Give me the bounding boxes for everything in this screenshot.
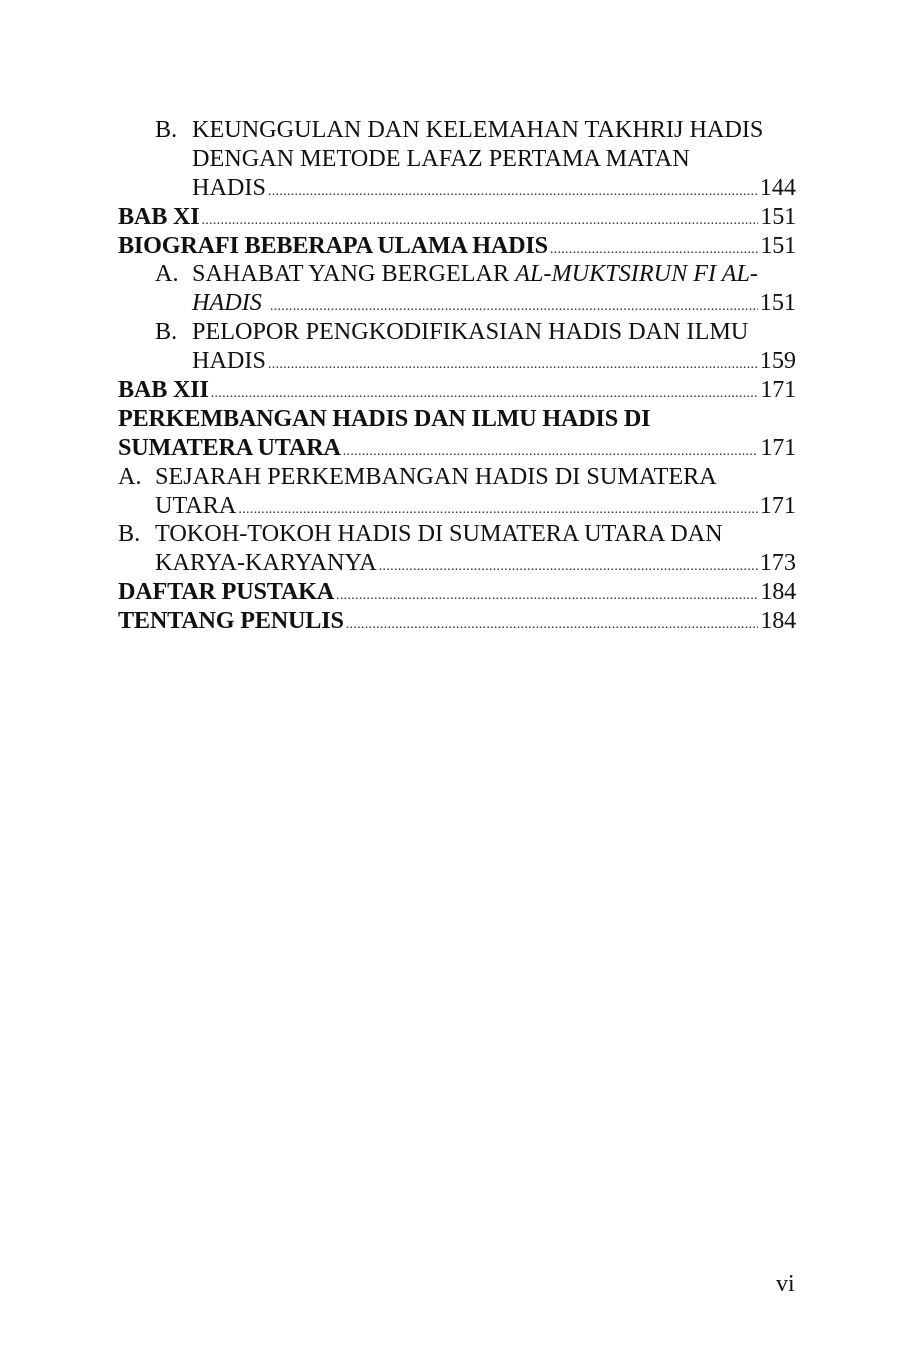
page-number: 171 [759, 491, 796, 519]
entry-text: HADIS [192, 173, 266, 201]
toc-chapter[interactable] [118, 376, 796, 405]
toc-entry-line [118, 116, 796, 145]
page-number: 151 [760, 202, 796, 230]
toc-entry-line[interactable] [118, 289, 796, 318]
chapter-title: BAB XI [118, 202, 200, 230]
entry-label: A. [155, 260, 179, 288]
toc-entry-line [118, 145, 796, 174]
entry-text [192, 260, 758, 289]
chapter-title: PERKEMBANGAN HADIS DAN ILMU HADIS DI [118, 404, 651, 432]
entry-label: B. [155, 318, 178, 346]
toc-entry-line[interactable] [118, 549, 796, 578]
entry-text: PELOPOR PENGKODIFIKASIAN HADIS DAN ILMU [192, 318, 749, 346]
chapter-title: BAB XII [118, 376, 209, 404]
entry-text [192, 289, 268, 318]
toc-entry-line[interactable] [118, 174, 796, 203]
toc-chapter[interactable] [118, 232, 796, 261]
chapter-title: SUMATERA UTARA [118, 433, 341, 461]
toc-entry-line [118, 260, 796, 289]
page-number: 171 [760, 433, 796, 461]
page-number: 151 [760, 231, 796, 259]
entry-text: HADIS [192, 347, 266, 375]
page-number: 151 [759, 289, 796, 317]
page-number: 144 [759, 173, 796, 201]
entry-text: TOKOH-TOKOH HADIS DI SUMATERA UTARA DAN [155, 520, 723, 548]
entry-text: SEJARAH PERKEMBANGAN HADIS DI SUMATERA [155, 462, 717, 490]
entry-text-plain: SAHABAT YANG BERGELAR [192, 260, 516, 288]
toc-entry-line[interactable] [118, 492, 796, 521]
toc-chapter[interactable] [118, 434, 796, 463]
toc-chapter[interactable] [118, 578, 796, 607]
page-number: 159 [759, 347, 796, 375]
page-number: 173 [759, 549, 796, 577]
toc-entry-line [118, 520, 796, 549]
page-number: 184 [760, 607, 796, 635]
page-number: 171 [760, 376, 796, 404]
toc-chapter[interactable] [118, 607, 796, 636]
dot-leader [346, 607, 759, 640]
chapter-title: DAFTAR PUSTAKA [118, 578, 335, 606]
entry-text-italic: AL-MUKTSIRUN FI AL- [515, 260, 758, 288]
entry-label: B. [118, 520, 141, 548]
entry-label: B. [155, 116, 178, 143]
entry-text: UTARA [155, 491, 237, 519]
page-number: 184 [760, 578, 796, 606]
toc-entry-line [118, 318, 796, 347]
page-folio: vi [776, 1271, 795, 1297]
entry-text-italic: HADIS [192, 289, 262, 317]
entry-text: KEUNGGULAN DAN KELEMAHAN TAKHRIJ HADIS [192, 116, 764, 143]
toc-chapter[interactable] [118, 203, 796, 232]
toc-entry-line[interactable] [118, 347, 796, 376]
toc-entry-line [118, 463, 796, 492]
chapter-title: TENTANG PENULIS [118, 607, 344, 635]
table-of-contents [118, 116, 796, 636]
chapter-title: BIOGRAFI BEBERAPA ULAMA HADIS [118, 231, 548, 259]
entry-label: A. [118, 462, 142, 490]
entry-text: KARYA-KARYANYA [155, 549, 377, 577]
entry-text: DENGAN METODE LAFAZ PERTAMA MATAN [192, 144, 690, 172]
toc-chapter [118, 405, 796, 434]
